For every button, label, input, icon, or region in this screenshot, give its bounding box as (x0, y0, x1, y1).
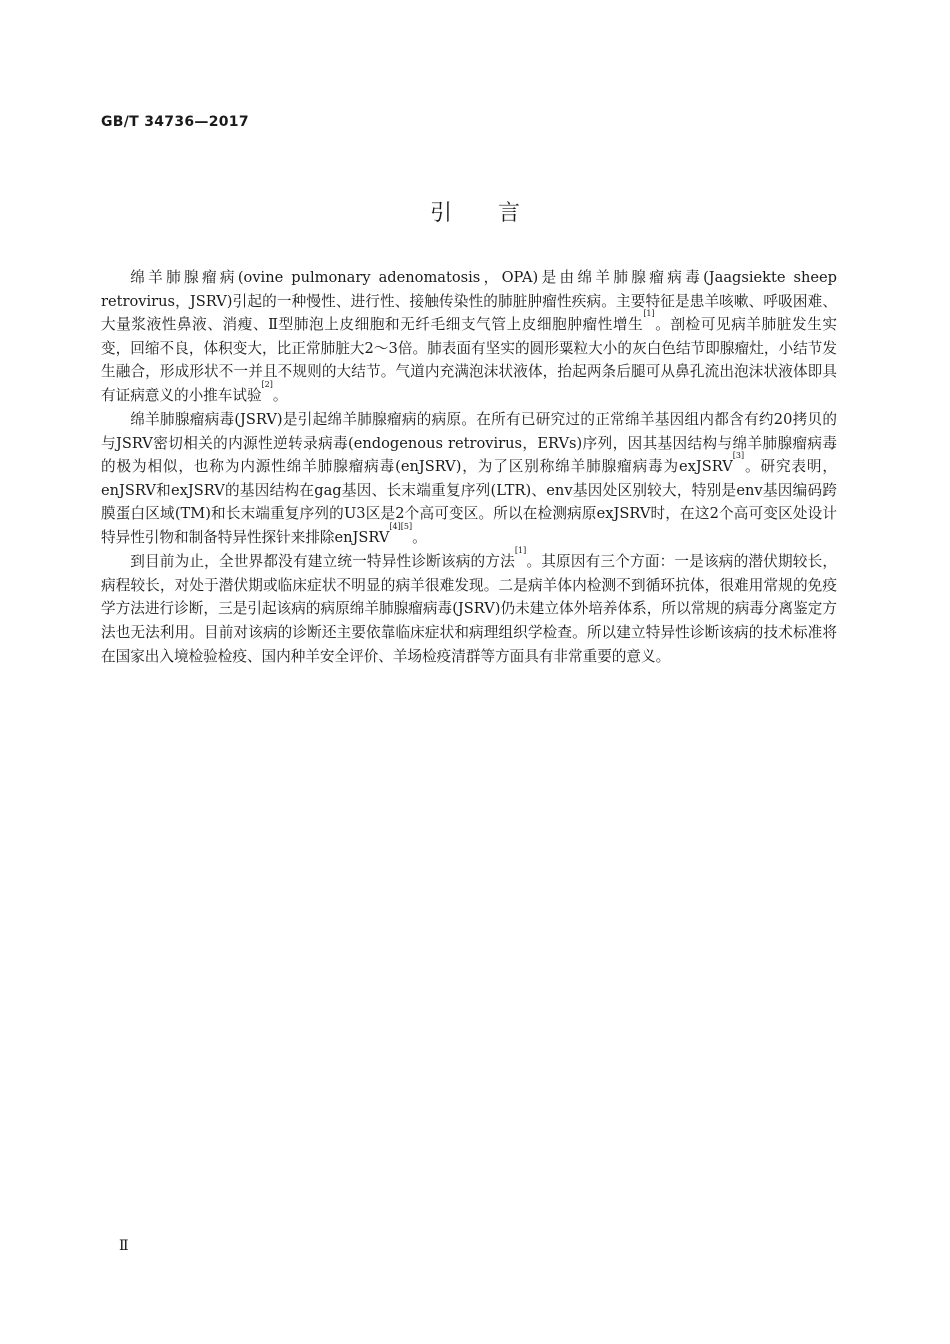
paragraph-text: 。剖检可见病羊肺脏发生实变，回缩不良，体积变大，比正常肺脏大2～3倍。肺表面有坚实的圆形粟粒大小的灰白色结节即腺瘤灶，小结节发生融合，形成形状不一并且不规则的大结节。气道内充满泡沫状液体，抬起两条后腿可从鼻孔流出泡沫状液体即具有证病意义的小推车试验 (101, 316, 837, 404)
page-title: 引言 (429, 201, 566, 226)
reference-marker[interactable]: [4][5] (389, 522, 413, 532)
paragraph (101, 266, 837, 408)
reference-marker[interactable]: [2] (261, 379, 273, 389)
paragraph-text: 。 (272, 386, 288, 404)
paragraph (101, 546, 837, 668)
reference-marker[interactable]: [1] (514, 546, 527, 556)
document-body (101, 266, 837, 669)
reference-marker[interactable]: [1] (643, 309, 655, 319)
paragraph (101, 408, 837, 550)
paragraph-text: 绵羊肺腺瘤病毒(JSRV)是引起绵羊肺腺瘤病的病原。在所有已研究过的正常绵羊基因组内都含有约20拷贝的与JSRV密切相关的内源性逆转录病毒(endogenous retrovirus，ERVs)序列，因其基因结构与绵羊肺腺瘤病毒的极为相似，也称为内源性绵羊肺腺瘤病毒(enJSRV)，为了区别称绵羊肺腺瘤病毒为exJSRV (101, 411, 837, 476)
paragraph-text: 。 (412, 529, 427, 547)
paragraph-text: 。其原因有三个方面：一是该病的潜伏期较长，病程较长，对处于潜伏期或临床症状不明显的病羊很难发现。二是病羊体内检测不到循环抗体，很难用常规的免疫学方法进行诊断，三是引起该病的病原绵羊肺腺瘤病毒(JSRV)仍未建立体外培养体系，所以常规的病毒分离鉴定方法也无法利用。目前对该病的诊断还主要依靠临床症状和病理组织学检查。所以建立特异性诊断该病的技术标准将在国家出入境检验检疫、国内种羊安全评价、羊场检疫清群等方面具有非常重要的意义。 (101, 553, 837, 665)
standard-code: GB/T 34736—2017 (101, 114, 249, 130)
paragraph-text: 到目前为止，全世界都没有建立统一特异性诊断该病的方法 (130, 553, 515, 571)
page-number: Ⅱ (119, 1238, 129, 1254)
paragraph-text: 绵羊肺腺瘤病(ovine pulmonary adenomatosis，OPA)是由绵羊肺腺瘤病毒(Jaagsiekte sheep retrovirus，JSRV)引起的一种慢性、进行性、接触传染性的肺脏肿瘤性疾病。主要特征是患羊咳嗽、呼吸困难、大量浆液性鼻液、消瘦、Ⅱ型肺泡上皮细胞和无纤毛细支气管上皮细胞肿瘤性增生 (101, 269, 837, 334)
paragraph-text: 。研究表明，enJSRV和exJSRV的基因结构在gag基因、长末端重复序列(LTR)、env基因处区别较大，特别是env基因编码跨膜蛋白区域(TM)和长末端重复序列的U3区是2个高可变区。所以在检测病原exJSRV时，在这2个高可变区处设计特异性引物和制备特异性探针来排除enJSRV (101, 458, 837, 547)
reference-marker[interactable]: [3] (732, 451, 745, 461)
